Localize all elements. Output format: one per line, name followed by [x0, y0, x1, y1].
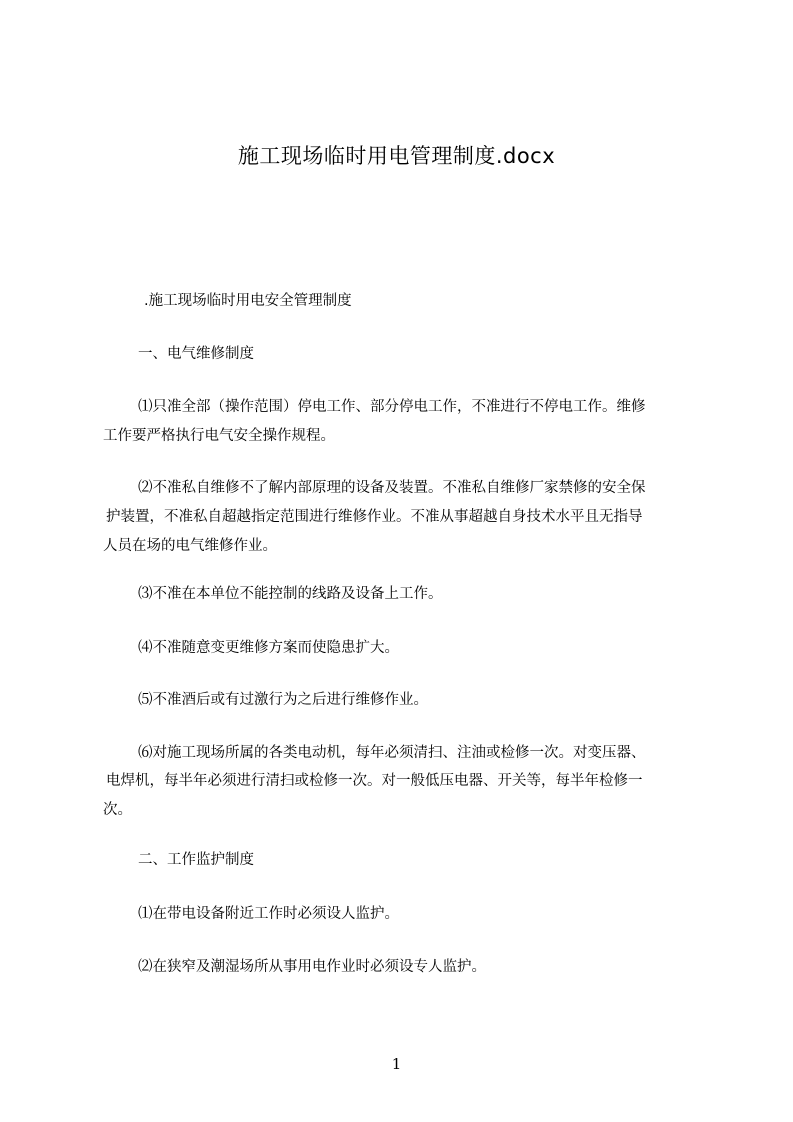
paragraph-line: ⑷不准随意变更维修方案而使隐患扩大。 — [138, 640, 399, 656]
section-heading-supervision: 二、工作监护制度 — [138, 852, 254, 868]
paragraph-line: ⑸不准酒后或有过激行为之后进行维修作业。 — [138, 692, 428, 708]
document-title: 施工现场临时用电管理制度.docx — [237, 144, 556, 168]
paragraph-line: 次。 — [103, 802, 132, 818]
page-number: 1 — [391, 1055, 402, 1073]
section-heading-maintenance: 一、电气维修制度 — [138, 346, 254, 362]
document-subtitle: .施工现场临时用电安全管理制度 — [144, 293, 352, 309]
paragraph-line: 人员在场的电气维修作业。 — [103, 538, 277, 554]
paragraph-line: ⑶不准在本单位不能控制的线路及设备上工作。 — [138, 586, 443, 602]
paragraph-line: ⑴只准全部（操作范围）停电工作、部分停电工作，不准进行不停电工作。维修 — [138, 399, 646, 415]
paragraph-line: ⑵在狭窄及潮湿场所从事用电作业时必须设专人监护。 — [138, 959, 486, 975]
paragraph-line: 工作要严格执行电气安全操作规程。 — [103, 428, 335, 444]
paragraph-line: 护装置，不准私自超越指定范围进行维修作业。不准从事超越自身技术水平且无指导 — [106, 509, 643, 525]
paragraph-line: ⑴在带电设备附近工作时必须设人监护。 — [138, 906, 399, 922]
paragraph-line: 电焊机，每半年必须进行清扫或检修一次。对一般低压电器、开关等，每半年检修一 — [106, 773, 643, 789]
paragraph-line: ⑹对施工现场所属的各类电动机，每年必须清扫、注油或检修一次。对变压器、 — [138, 745, 646, 761]
paragraph-line: ⑵不准私自维修不了解内部原理的设备及装置。不准私自维修厂家禁修的安全保 — [138, 480, 646, 496]
